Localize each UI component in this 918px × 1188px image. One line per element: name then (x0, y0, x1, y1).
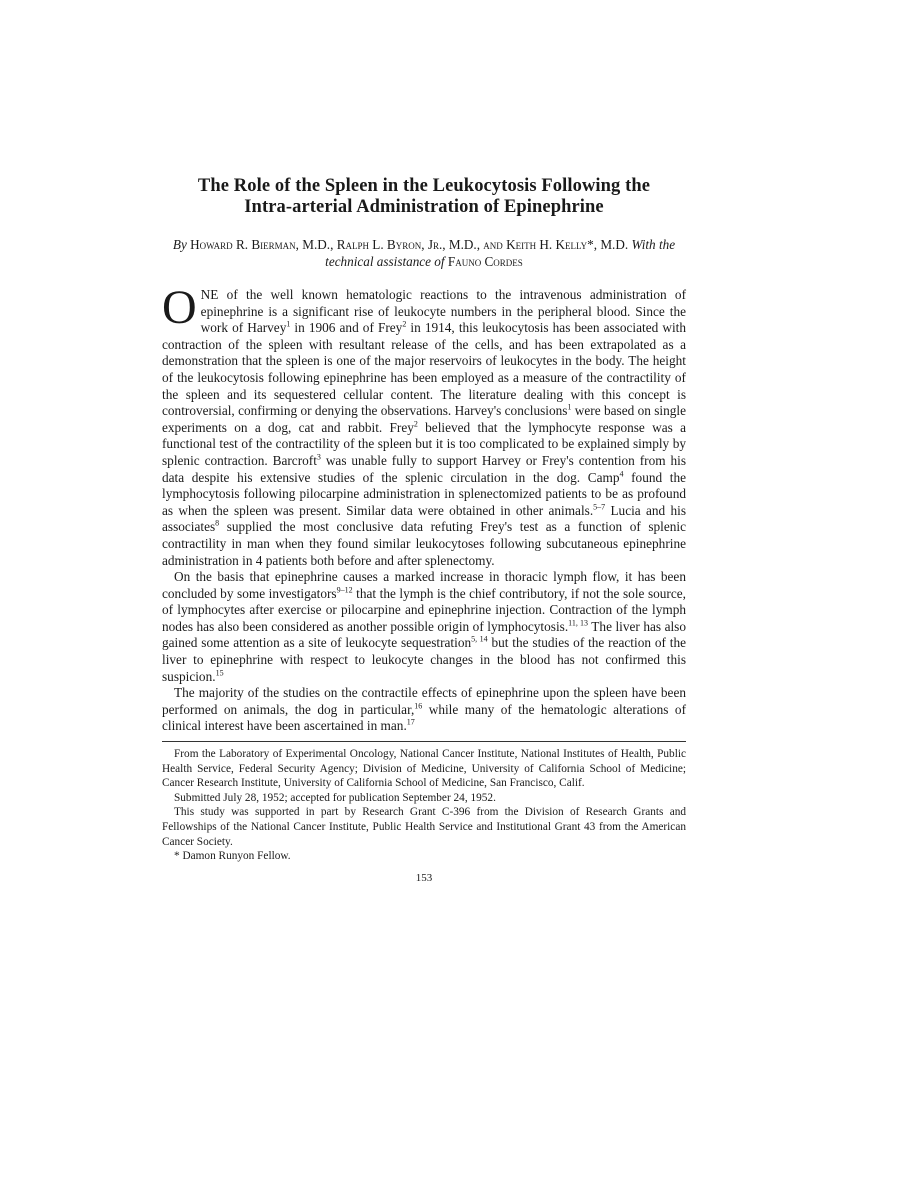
footnote-funding: This study was supported in part by Research Grant C-396 from the Division of Research Grants and Fellowships of the National Cancer Institute, Public Health Service and Institutional Grant 43 from the American Cancer Society. (162, 806, 686, 848)
author-2: Ralph L. Byron, Jr., M.D., (336, 237, 480, 252)
author-1: Howard R. Bierman, M.D., (190, 237, 334, 252)
byline-by: By (172, 237, 187, 252)
p2-text-a: On the basis that epinephrine causes a marked increase in thoracic lymph flow, it has been concluded by some investigators (162, 569, 686, 601)
citation-ref: 17 (406, 718, 415, 728)
p1-text-c: in 1914, this leukocytosis has been associated with contraction of the spleen with resultant release of the cells, and has been extrapolated as a demonstration that the spleen is one of the major reservoirs of leukocytes in the body. The height of the leukocytosis following epinephrine has been employed as a measure of the contractility of the spleen and its sequestered cellular content. The literature dealing with this concept is controversial, confirming or denying the observations. Harvey's conclusions (162, 320, 686, 419)
article-body (162, 281, 687, 735)
citation-ref: 1 (567, 402, 572, 412)
p2-text-d: but the studies of the reaction of the liver to epinephrine with respect to leukocyte changes in the blood has not confirmed this suspicion. (162, 635, 686, 684)
title-line-1: The Role of the Spleen in the Leukocytosis Following the (197, 176, 651, 196)
p2-text-b: that the lymph is the chief contributory, if not the sole source, of lymphocytes after exercise or pilocarpine and epinephrine injection. Contraction of the lymph nodes has also been considered as another possible origin of lymphocytosis. (162, 585, 686, 634)
paragraph-2 (162, 569, 686, 685)
p3-text-b: while many of the hematologic alterations of clinical interest have been ascertained in man. (162, 701, 686, 734)
p1-text-g: found the lymphocytosis following pilocarpine administration in splenectomized patients to be as profound as when the spleen was present. Similar data were obtained in other animals. (162, 469, 687, 518)
p1-text-h: Lucia and his associates (162, 502, 686, 535)
paragraph-3 (162, 685, 686, 735)
p1-text-e: believed that the lymphocyte response was a functional test of the contractility of the spleen but it is too complicated to be explained simply by splenic contraction. Barcroft (162, 419, 686, 468)
paragraph-1 (162, 281, 687, 569)
footnote-submission: Submitted July 28, 1952; accepted for publication September 24, 1952. (174, 791, 496, 804)
footnote-affiliation: From the Laboratory of Experimental Oncology, National Cancer Institute, National Institutes of Health, Public Health Service, Federal Security Agency; Division of Medicine, University of California School of Medicine; Cancer Research Institute, University of California School of Medicine, San Francisco, Calif. (162, 748, 686, 790)
p1-text-i: supplied the most conclusive data refuting Frey's test as a function of splenic contractility in man when they found similar leukocytoses following subcutaneous epinephrine administration in 4 patients both before and after splenectomy. (162, 519, 686, 568)
article-title (162, 176, 686, 218)
citation-ref: 2 (402, 319, 407, 329)
assistant-name: Fauno Cordes (447, 254, 523, 269)
p1-text-f: was unable fully to support Harvey or Frey's contention from his data despite his extensive studies of the splenic circulation in the dog. Camp (162, 452, 687, 485)
p2-text-c: The liver has also gained some attention as a site of leukocyte sequestration (162, 618, 686, 651)
citation-ref: 2 (413, 419, 418, 429)
citation-ref: 5, 14 (471, 635, 488, 645)
citation-ref: 15 (215, 668, 224, 678)
citation-ref: 8 (215, 518, 220, 528)
footnote-fellow: * Damon Runyon Fellow. (174, 850, 291, 863)
citation-ref: 1 (286, 319, 291, 329)
citation-ref: 3 (316, 452, 321, 462)
page-number: 153 (415, 871, 433, 884)
p1-text-a: NE of the well known hematologic reactions to the intravenous administration of epinephrine is a significant rise of leukocyte numbers in the peripheral blood. Since the work of Harvey (200, 287, 686, 336)
citation-ref: 5–7 (593, 502, 606, 512)
byline-and: and (483, 237, 503, 252)
p1-text-b: in 1906 and of Frey (290, 320, 403, 336)
assistance-label: With the technical assistance of (325, 237, 676, 269)
byline (162, 236, 686, 270)
p3-text-a: The majority of the studies on the contractile effects of epinephrine upon the spleen have been performed on animals, the dog in particular, (162, 685, 686, 717)
title-line-2: Intra-arterial Administration of Epinephrine (244, 197, 604, 217)
p1-text-d: were based on single experiments on a dog, cat and rabbit. Frey (162, 403, 686, 435)
author-3: Keith H. Kelly*, M.D. (506, 237, 629, 252)
citation-ref: 9–12 (336, 585, 353, 595)
citation-ref: 11, 13 (568, 618, 589, 628)
drop-cap: O (162, 281, 197, 334)
citation-ref: 16 (414, 701, 423, 711)
footnotes (162, 741, 686, 864)
citation-ref: 4 (619, 469, 624, 479)
article-page (162, 176, 686, 884)
